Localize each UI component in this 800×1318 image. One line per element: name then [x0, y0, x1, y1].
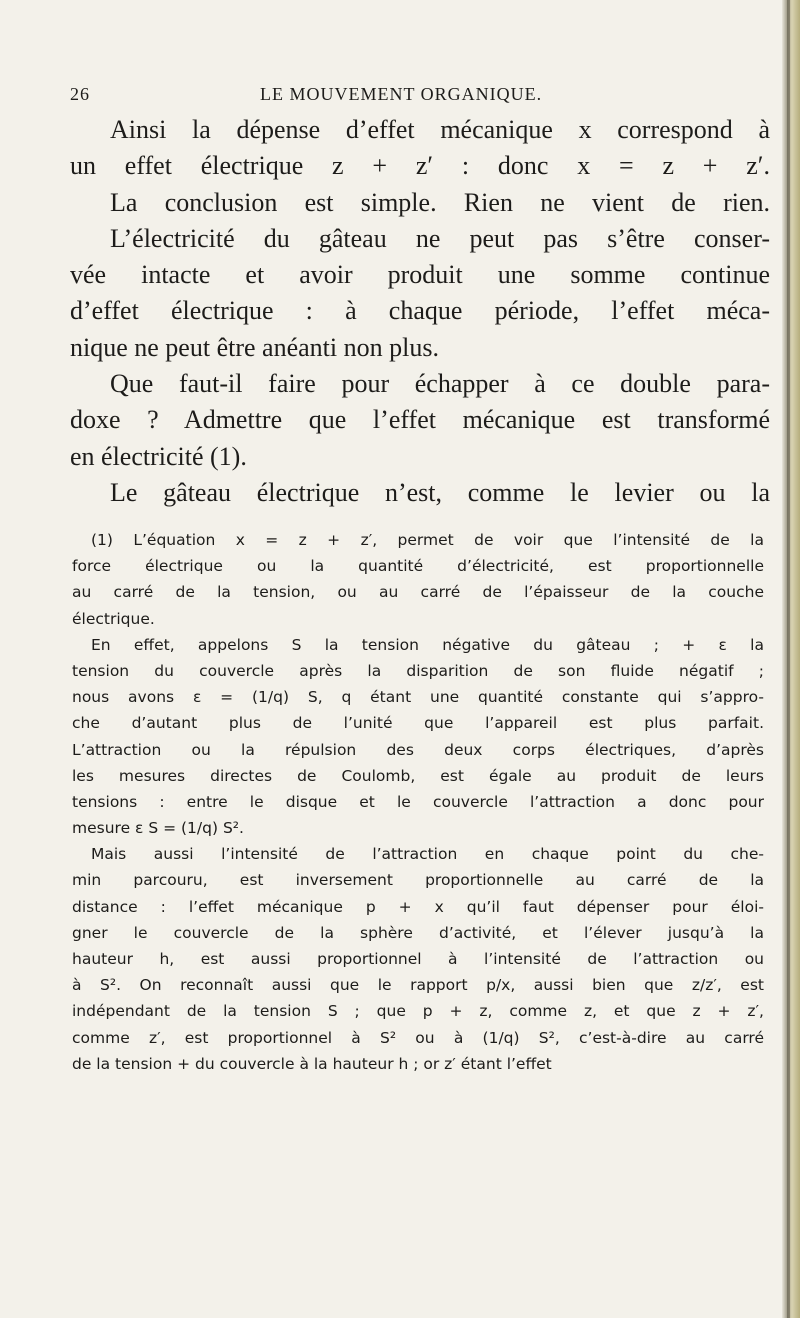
- footnote-line: Mais aussi l’intensité de l’attraction en chaque point du che-: [91, 845, 764, 864]
- footnote-line: à S². On reconnaît aussi que le rapport p/x, aussi bien que z/z′, est: [72, 976, 764, 995]
- footnote-line: électrique.: [72, 609, 155, 628]
- footnote: [72, 527, 764, 1077]
- footnote-line: L’attraction ou la répulsion des deux corps électriques, d’après: [72, 740, 764, 759]
- footnote-line: mesure ε S = (1/q) S².: [72, 819, 244, 838]
- main-text-line: Le gâteau électrique n’est, comme le levier ou la: [110, 477, 770, 507]
- footnote-line: force électrique ou la quantité d’électricité, est proportionnelle: [72, 557, 764, 576]
- main-text-line: doxe ? Admettre que l’effet mécanique est transformé: [70, 405, 770, 435]
- page-number: 26: [70, 84, 90, 104]
- main-text-line: d’effet électrique : à chaque période, l’effet méca-: [70, 296, 770, 326]
- page-edge-shadow: [782, 0, 800, 1318]
- main-text-line: L’électricité du gâteau ne peut pas s’être conser-: [110, 223, 770, 253]
- footnote-line: gner le couvercle de la sphère d’activité, et l’élever jusqu’à la: [72, 923, 764, 942]
- footnote-line: En effet, appelons S la tension négative du gâteau ; + ε la: [91, 635, 764, 654]
- footnote-line: les mesures directes de Coulomb, est égale au produit de leurs: [72, 766, 764, 785]
- footnote-line: (1) L’équation x = z + z′, permet de voir que l’intensité de la: [91, 531, 764, 549]
- main-text-line: nique ne peut être anéanti non plus.: [70, 332, 439, 362]
- footnote-line: distance : l’effet mécanique p + x qu’il faut dépenser pour éloi-: [72, 897, 764, 916]
- footnote-line: tensions : entre le disque et le couvercle l’attraction a donc pour: [72, 792, 764, 811]
- main-text-line: en électricité (1).: [70, 441, 247, 471]
- main-text-line: vée intacte et avoir produit une somme continue: [70, 260, 770, 290]
- footnote-line: hauteur h, est aussi proportionnel à l’intensité de l’attraction ou: [72, 950, 764, 968]
- footnote-line: indépendant de la tension S ; que p + z, comme z, et que z + z′,: [72, 1002, 764, 1021]
- footnote-line: au carré de la tension, ou au carré de l’épaisseur de la couche: [72, 583, 764, 602]
- main-text-line: Ainsi la dépense d’effet mécanique x correspond à: [110, 115, 770, 144]
- main-text-line: La conclusion est simple. Rien ne vient de rien.: [110, 187, 770, 217]
- main-text-line: un effet électrique z + z′ : donc x = z + z′.: [70, 151, 770, 181]
- footnote-line: nous avons ε = (1/q) S, q étant une quantité constante qui s’appro-: [72, 688, 764, 707]
- main-text: [70, 112, 770, 511]
- footnote-line: min parcouru, est inversement proportionnelle au carré de la: [72, 871, 764, 890]
- footnote-line: che d’autant plus de l’unité que l’appareil est plus parfait.: [72, 714, 764, 733]
- page-header: [70, 84, 760, 108]
- main-text-line: Que faut-il faire pour échapper à ce double para-: [110, 369, 770, 399]
- footnote-line: tension du couvercle après la disparition de son fluide négatif ;: [72, 661, 764, 680]
- footnote-line: de la tension + du couvercle à la hauteur h ; or z′ étant l’effet: [72, 1054, 552, 1073]
- running-head: LE MOUVEMENT ORGANIQUE.: [260, 84, 543, 104]
- binding-edge-line: [787, 0, 790, 1318]
- footnote-line: comme z′, est proportionnel à S² ou à (1/q) S², c’est-à-dire au carré: [72, 1028, 764, 1047]
